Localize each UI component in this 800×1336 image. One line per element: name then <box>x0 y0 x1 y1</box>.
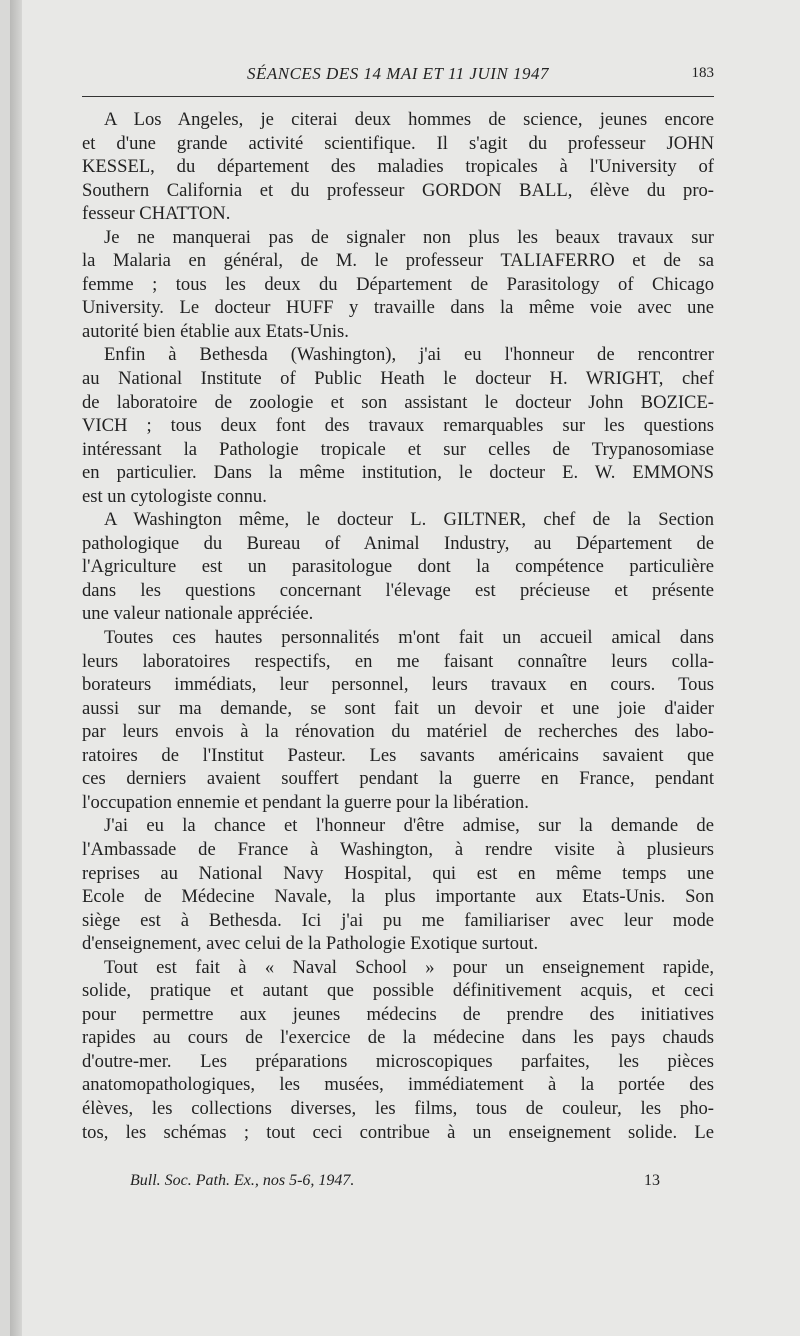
page-header <box>82 64 714 88</box>
text-line: une valeur nationale appréciée. <box>82 603 314 625</box>
text-line: reprises au National Navy Hospital, qui est en même temps une <box>82 862 714 884</box>
text-line: tos, les schémas ; tout ceci contribue à un enseignement solide. Le <box>82 1121 714 1143</box>
text-line: de laboratoire de zoologie et son assistant le docteur John BOZICE- <box>82 391 714 413</box>
text-line: Toutes ces hautes personnalités m'ont fait un accueil amical dans <box>104 627 714 649</box>
journal-citation: Bull. Soc. Path. Ex., nos 5-6, 1947. <box>130 1172 355 1189</box>
text-line: ratoires de l'Institut Pasteur. Les savants américains savaient que <box>82 744 714 766</box>
text-line: leurs laboratoires respectifs, en me faisant connaître leurs colla- <box>82 650 714 672</box>
text-line: en particulier. Dans la même institution, le docteur E. W. EMMONS <box>82 462 714 484</box>
text-line: Southern California et du professeur GORDON BALL, élève du pro- <box>82 179 714 201</box>
text-line: dans les questions concernant l'élevage est précieuse et présente <box>82 579 714 601</box>
text-line: la Malaria en général, de M. le professeur TALIAFERRO et de sa <box>82 250 714 272</box>
text-line: A Washington même, le docteur L. GILTNER, chef de la Section <box>104 509 714 531</box>
text-line: University. Le docteur HUFF y travaille dans la même voie avec une <box>82 297 714 319</box>
page-number: 183 <box>691 65 714 81</box>
body-text <box>82 108 714 1144</box>
text-line: par leurs envois à la rénovation du matériel de recherches des labo- <box>82 721 714 743</box>
text-line: élèves, les collections diverses, les films, tous de couleur, les pho- <box>82 1097 714 1119</box>
text-line: KESSEL, du département des maladies tropicales à l'University of <box>82 156 714 178</box>
text-line: et d'une grande activité scientifique. Il s'agit du professeur JOHN <box>82 132 714 154</box>
text-line: d'outre-mer. Les préparations microscopiques parfaites, les pièces <box>82 1050 714 1072</box>
text-line: l'Ambassade de France à Washington, à rendre visite à plusieurs <box>82 838 714 860</box>
text-line: ces derniers avaient souffert pendant la guerre en France, pendant <box>82 768 714 790</box>
text-line: Je ne manquerai pas de signaler non plus les beaux travaux sur <box>104 226 714 248</box>
text-line: l'Agriculture est un parasitologue dont la compétence particulière <box>82 556 714 578</box>
header-rule <box>82 96 714 97</box>
text-line: siège est à Bethesda. Ici j'ai pu me familiariser avec leur mode <box>82 909 714 931</box>
text-line: Enfin à Bethesda (Washington), j'ai eu l'honneur de rencontrer <box>104 344 714 366</box>
text-line: J'ai eu la chance et l'honneur d'être admise, sur la demande de <box>104 815 714 837</box>
running-title: SÉANCES DES 14 MAI ET 11 JUIN 1947 <box>246 64 550 83</box>
text-line: anatomopathologiques, les musées, immédiatement à la portée des <box>82 1074 714 1096</box>
text-line: borateurs immédiats, leur personnel, leurs travaux en cours. Tous <box>82 674 714 696</box>
text-line: fesseur CHATTON. <box>82 203 231 225</box>
text-line: aussi sur ma demande, se sont fait un devoir et une joie d'aider <box>82 697 714 719</box>
text-line: Tout est fait à « Naval School » pour un enseignement rapide, <box>104 956 714 978</box>
text-line: pathologique du Bureau of Animal Industry, au Département de <box>82 532 714 554</box>
text-line: au National Institute of Public Heath le docteur H. WRIGHT, chef <box>82 368 714 390</box>
text-line: Ecole de Médecine Navale, la plus importante aux Etats-Unis. Son <box>82 886 714 908</box>
text-line: intéressant la Pathologie tropicale et sur celles de Trypanosomiase <box>82 438 714 460</box>
text-line: l'occupation ennemie et pendant la guerre pour la libération. <box>82 791 529 813</box>
text-line: autorité bien établie aux Etats-Unis. <box>82 320 349 342</box>
text-line: rapides au cours de l'exercice de la médecine dans les pays chauds <box>82 1027 714 1049</box>
text-line: femme ; tous les deux du Département de Parasitology of Chicago <box>82 273 714 295</box>
page-footer <box>130 1172 660 1196</box>
text-line: d'enseignement, avec celui de la Pathologie Exotique surtout. <box>82 933 539 955</box>
text-line: est un cytologiste connu. <box>82 485 267 507</box>
page-binding-shadow <box>10 0 22 1336</box>
signature-mark: 13 <box>644 1172 660 1189</box>
text-line: pour permettre aux jeunes médecins de prendre des initiatives <box>82 1003 714 1025</box>
text-line: A Los Angeles, je citerai deux hommes de science, jeunes encore <box>104 109 714 130</box>
text-line: VICH ; tous deux font des travaux remarquables sur les questions <box>82 415 714 437</box>
text-line: solide, pratique et autant que possible définitivement acquis, et ceci <box>82 980 714 1002</box>
